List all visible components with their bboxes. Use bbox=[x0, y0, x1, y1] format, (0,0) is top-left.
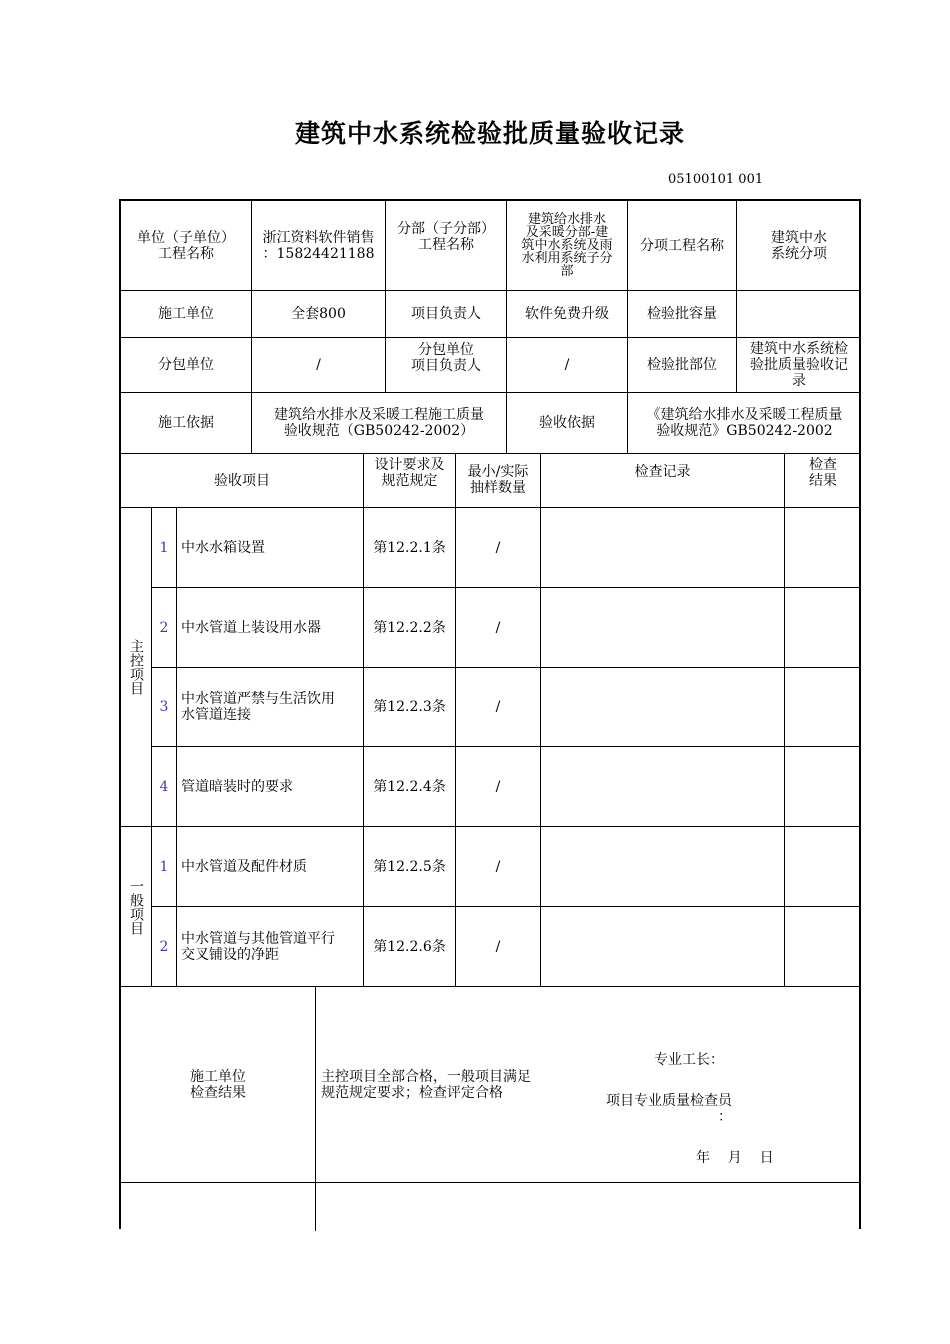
item-name: 中水管道及配件材质 bbox=[177, 827, 364, 907]
item-sample: / bbox=[456, 588, 541, 668]
contractor-label: 施工单位 bbox=[121, 291, 252, 338]
item-name: 管道暗装时的要求 bbox=[177, 747, 364, 827]
basis-label: 施工依据 bbox=[121, 393, 252, 454]
footer-conclusion: 主控项目全部合格，一般项目满足 规范规定要求；检查评定合格 bbox=[321, 1069, 531, 1101]
unit-value: 浙江资料软件销售 ：15824421188 bbox=[252, 201, 386, 291]
acceptance-label: 验收依据 bbox=[507, 393, 628, 454]
sub-label: 分包单位 bbox=[121, 338, 252, 393]
next-row-body bbox=[316, 1183, 861, 1231]
next-row-label bbox=[121, 1183, 316, 1231]
item-no: 2 bbox=[152, 907, 177, 987]
item-name: 中水管道与其他管道平行 交叉铺设的净距 bbox=[177, 907, 364, 987]
sub-value: / bbox=[252, 338, 386, 393]
page-title: 建筑中水系统检验批质量验收记录 bbox=[294, 119, 685, 148]
item-no: 1 bbox=[152, 508, 177, 588]
record-table bbox=[119, 199, 861, 1229]
item-name: 中水管道严禁与生活饮用 水管道连接 bbox=[177, 668, 364, 747]
item-sample: / bbox=[456, 827, 541, 907]
main-group-label: 主控项目 bbox=[121, 508, 152, 827]
item-sample: / bbox=[456, 907, 541, 987]
location-label: 检验批部位 bbox=[628, 338, 737, 393]
item-sample: / bbox=[456, 668, 541, 747]
contractor-value: 全套800 bbox=[252, 291, 386, 338]
sub-pm-value: / bbox=[507, 338, 628, 393]
item-no: 3 bbox=[152, 668, 177, 747]
item-no: 4 bbox=[152, 747, 177, 827]
foreman-label: 专业工长： bbox=[654, 1052, 724, 1068]
item-clause: 第12.2.5条 bbox=[364, 827, 456, 907]
item-record[interactable] bbox=[541, 508, 785, 588]
col-item: 验收项目 bbox=[121, 454, 364, 508]
item-record[interactable] bbox=[541, 588, 785, 668]
general-group-label: 一般项目 bbox=[121, 827, 152, 987]
item-result[interactable] bbox=[785, 827, 861, 907]
item-value: 建筑中水 系统分项 bbox=[737, 201, 861, 291]
item-label: 分项工程名称 bbox=[628, 201, 737, 291]
item-no: 2 bbox=[152, 588, 177, 668]
item-result[interactable] bbox=[785, 747, 861, 827]
item-clause: 第12.2.4条 bbox=[364, 747, 456, 827]
date-label: 年 月 日 bbox=[696, 1150, 774, 1166]
item-name: 中水水箱设置 bbox=[177, 508, 364, 588]
subsection-label: 分部（子分部） 工程名称 bbox=[386, 201, 507, 291]
pm-label: 项目负责人 bbox=[386, 291, 507, 338]
item-result[interactable] bbox=[785, 508, 861, 588]
capacity-label: 检验批容量 bbox=[628, 291, 737, 338]
item-clause: 第12.2.1条 bbox=[364, 508, 456, 588]
subsection-value: 建筑给水排水 及采暖分部-建 筑中水系统及雨 水利用系统子分 部 bbox=[507, 201, 628, 291]
unit-label: 单位（子单位） 工程名称 bbox=[121, 201, 252, 291]
item-result[interactable] bbox=[785, 668, 861, 747]
col-result: 检查 结果 bbox=[785, 454, 861, 508]
item-record[interactable] bbox=[541, 747, 785, 827]
location-value: 建筑中水系统检 验批质量验收记 录 bbox=[737, 338, 861, 393]
item-clause: 第12.2.3条 bbox=[364, 668, 456, 747]
col-sample: 最小/实际 抽样数量 bbox=[456, 454, 541, 508]
pm-value: 软件免费升级 bbox=[507, 291, 628, 338]
inspector-label: 项目专业质量检查员 ： bbox=[606, 1093, 732, 1125]
item-record[interactable] bbox=[541, 827, 785, 907]
col-design: 设计要求及 规范规定 bbox=[364, 454, 456, 508]
item-name: 中水管道上装设用水器 bbox=[177, 588, 364, 668]
sub-pm-label: 分包单位 项目负责人 bbox=[386, 338, 507, 393]
capacity-value bbox=[737, 291, 861, 338]
item-clause: 第12.2.2条 bbox=[364, 588, 456, 668]
acceptance-value: 《建筑给水排水及采暖工程质量 验收规范》GB50242-2002 bbox=[628, 393, 861, 454]
item-clause: 第12.2.6条 bbox=[364, 907, 456, 987]
item-no: 1 bbox=[152, 827, 177, 907]
footer-label: 施工单位 检查结果 bbox=[121, 987, 316, 1183]
item-record[interactable] bbox=[541, 907, 785, 987]
item-result[interactable] bbox=[785, 907, 861, 987]
item-sample: / bbox=[456, 747, 541, 827]
item-result[interactable] bbox=[785, 588, 861, 668]
record-code: 05100101 001 bbox=[668, 172, 764, 187]
item-record[interactable] bbox=[541, 668, 785, 747]
col-record: 检查记录 bbox=[541, 454, 785, 508]
basis-value: 建筑给水排水及采暖工程施工质量 验收规范（GB50242-2002） bbox=[252, 393, 507, 454]
item-sample: / bbox=[456, 508, 541, 588]
